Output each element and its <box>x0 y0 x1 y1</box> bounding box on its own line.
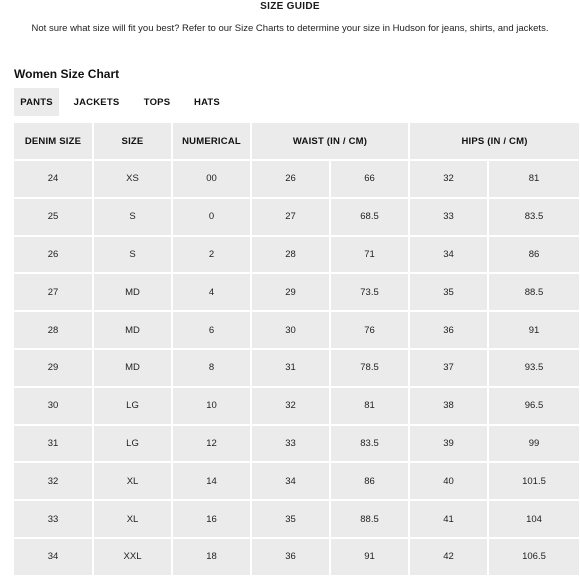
cell-size: XXL <box>93 538 172 576</box>
cell-hips-cm: 101.5 <box>488 462 580 500</box>
cell-numerical: 12 <box>172 425 251 463</box>
tab-pants[interactable]: PANTS <box>14 88 59 116</box>
table-body <box>14 160 580 576</box>
size-table-container <box>14 123 580 580</box>
header-hips: HIPS (IN / CM) <box>409 123 580 160</box>
cell-numerical: 6 <box>172 311 251 349</box>
size-guide-subtitle: Not sure what size will fit you best? Refer to our Size Charts to determine your size in Hudson for jeans, shirts, and jackets. <box>31 23 549 34</box>
cell-hips-in: 42 <box>409 538 488 576</box>
cell-numerical: 4 <box>172 273 251 311</box>
header-size: SIZE <box>93 123 172 160</box>
cell-waist-in: 31 <box>251 349 330 387</box>
cell-size: MD <box>93 273 172 311</box>
table-row <box>14 273 580 311</box>
cell-denim-size: 26 <box>14 236 93 274</box>
cell-hips-in: 32 <box>409 160 488 198</box>
cell-hips-cm: 93.5 <box>488 349 580 387</box>
cell-hips-cm: 99 <box>488 425 580 463</box>
cell-hips-in: 37 <box>409 349 488 387</box>
cell-waist-cm: 66 <box>330 160 409 198</box>
cell-waist-cm: 71 <box>330 236 409 274</box>
table-row <box>14 236 580 274</box>
cell-numerical: 8 <box>172 349 251 387</box>
tab-hats[interactable]: HATS <box>194 96 220 108</box>
cell-waist-cm: 83.5 <box>330 425 409 463</box>
cell-numerical: 18 <box>172 538 251 576</box>
cell-numerical: 00 <box>172 160 251 198</box>
cell-hips-cm: 86 <box>488 236 580 274</box>
cell-size: MD <box>93 349 172 387</box>
table-row <box>14 462 580 500</box>
cell-hips-in: 41 <box>409 500 488 538</box>
cell-hips-cm: 88.5 <box>488 273 580 311</box>
cell-hips-cm: 106.5 <box>488 538 580 576</box>
cell-numerical: 2 <box>172 236 251 274</box>
size-guide-title: SIZE GUIDE <box>260 1 320 12</box>
cell-denim-size: 28 <box>14 311 93 349</box>
cell-denim-size: 34 <box>14 538 93 576</box>
size-category-tabs <box>14 88 231 116</box>
cell-denim-size: 24 <box>14 160 93 198</box>
table-row <box>14 160 580 198</box>
cell-waist-in: 32 <box>251 387 330 425</box>
cell-waist-in: 36 <box>251 538 330 576</box>
header-numerical: NUMERICAL <box>172 123 251 160</box>
cell-waist-in: 26 <box>251 160 330 198</box>
table-row <box>14 387 580 425</box>
size-table <box>14 123 580 577</box>
cell-waist-cm: 76 <box>330 311 409 349</box>
table-header-row <box>14 123 580 160</box>
cell-waist-cm: 91 <box>330 538 409 576</box>
cell-numerical: 0 <box>172 198 251 236</box>
cell-hips-cm: 96.5 <box>488 387 580 425</box>
cell-numerical: 16 <box>172 500 251 538</box>
cell-denim-size: 27 <box>14 273 93 311</box>
cell-denim-size: 32 <box>14 462 93 500</box>
cell-waist-in: 33 <box>251 425 330 463</box>
cell-hips-in: 36 <box>409 311 488 349</box>
cell-hips-cm: 81 <box>488 160 580 198</box>
table-row <box>14 198 580 236</box>
table-row <box>14 311 580 349</box>
cell-waist-in: 35 <box>251 500 330 538</box>
cell-hips-in: 40 <box>409 462 488 500</box>
cell-hips-in: 38 <box>409 387 488 425</box>
cell-numerical: 10 <box>172 387 251 425</box>
cell-hips-cm: 104 <box>488 500 580 538</box>
cell-hips-in: 35 <box>409 273 488 311</box>
cell-size: S <box>93 236 172 274</box>
cell-size: XS <box>93 160 172 198</box>
cell-waist-in: 29 <box>251 273 330 311</box>
tab-tops[interactable]: TOPS <box>143 96 171 108</box>
cell-denim-size: 31 <box>14 425 93 463</box>
chart-title: Women Size Chart <box>14 67 120 81</box>
cell-size: LG <box>93 387 172 425</box>
cell-size: LG <box>93 425 172 463</box>
table-row <box>14 500 580 538</box>
header-denim-size: DENIM SIZE <box>14 123 93 160</box>
cell-waist-cm: 88.5 <box>330 500 409 538</box>
cell-size: S <box>93 198 172 236</box>
cell-size: XL <box>93 500 172 538</box>
cell-size: MD <box>93 311 172 349</box>
cell-waist-in: 30 <box>251 311 330 349</box>
cell-denim-size: 33 <box>14 500 93 538</box>
tab-jackets[interactable]: JACKETS <box>73 96 120 108</box>
cell-denim-size: 25 <box>14 198 93 236</box>
cell-numerical: 14 <box>172 462 251 500</box>
cell-waist-cm: 68.5 <box>330 198 409 236</box>
cell-waist-cm: 78.5 <box>330 349 409 387</box>
table-row <box>14 425 580 463</box>
header-waist: WAIST (IN / CM) <box>251 123 409 160</box>
cell-denim-size: 30 <box>14 387 93 425</box>
cell-waist-cm: 73.5 <box>330 273 409 311</box>
cell-waist-in: 28 <box>251 236 330 274</box>
cell-hips-cm: 83.5 <box>488 198 580 236</box>
cell-hips-in: 34 <box>409 236 488 274</box>
cell-waist-in: 34 <box>251 462 330 500</box>
cell-denim-size: 29 <box>14 349 93 387</box>
table-row <box>14 538 580 576</box>
cell-hips-in: 39 <box>409 425 488 463</box>
cell-hips-in: 33 <box>409 198 488 236</box>
table-row <box>14 349 580 387</box>
cell-waist-cm: 81 <box>330 387 409 425</box>
cell-waist-in: 27 <box>251 198 330 236</box>
cell-hips-cm: 91 <box>488 311 580 349</box>
cell-size: XL <box>93 462 172 500</box>
cell-waist-cm: 86 <box>330 462 409 500</box>
